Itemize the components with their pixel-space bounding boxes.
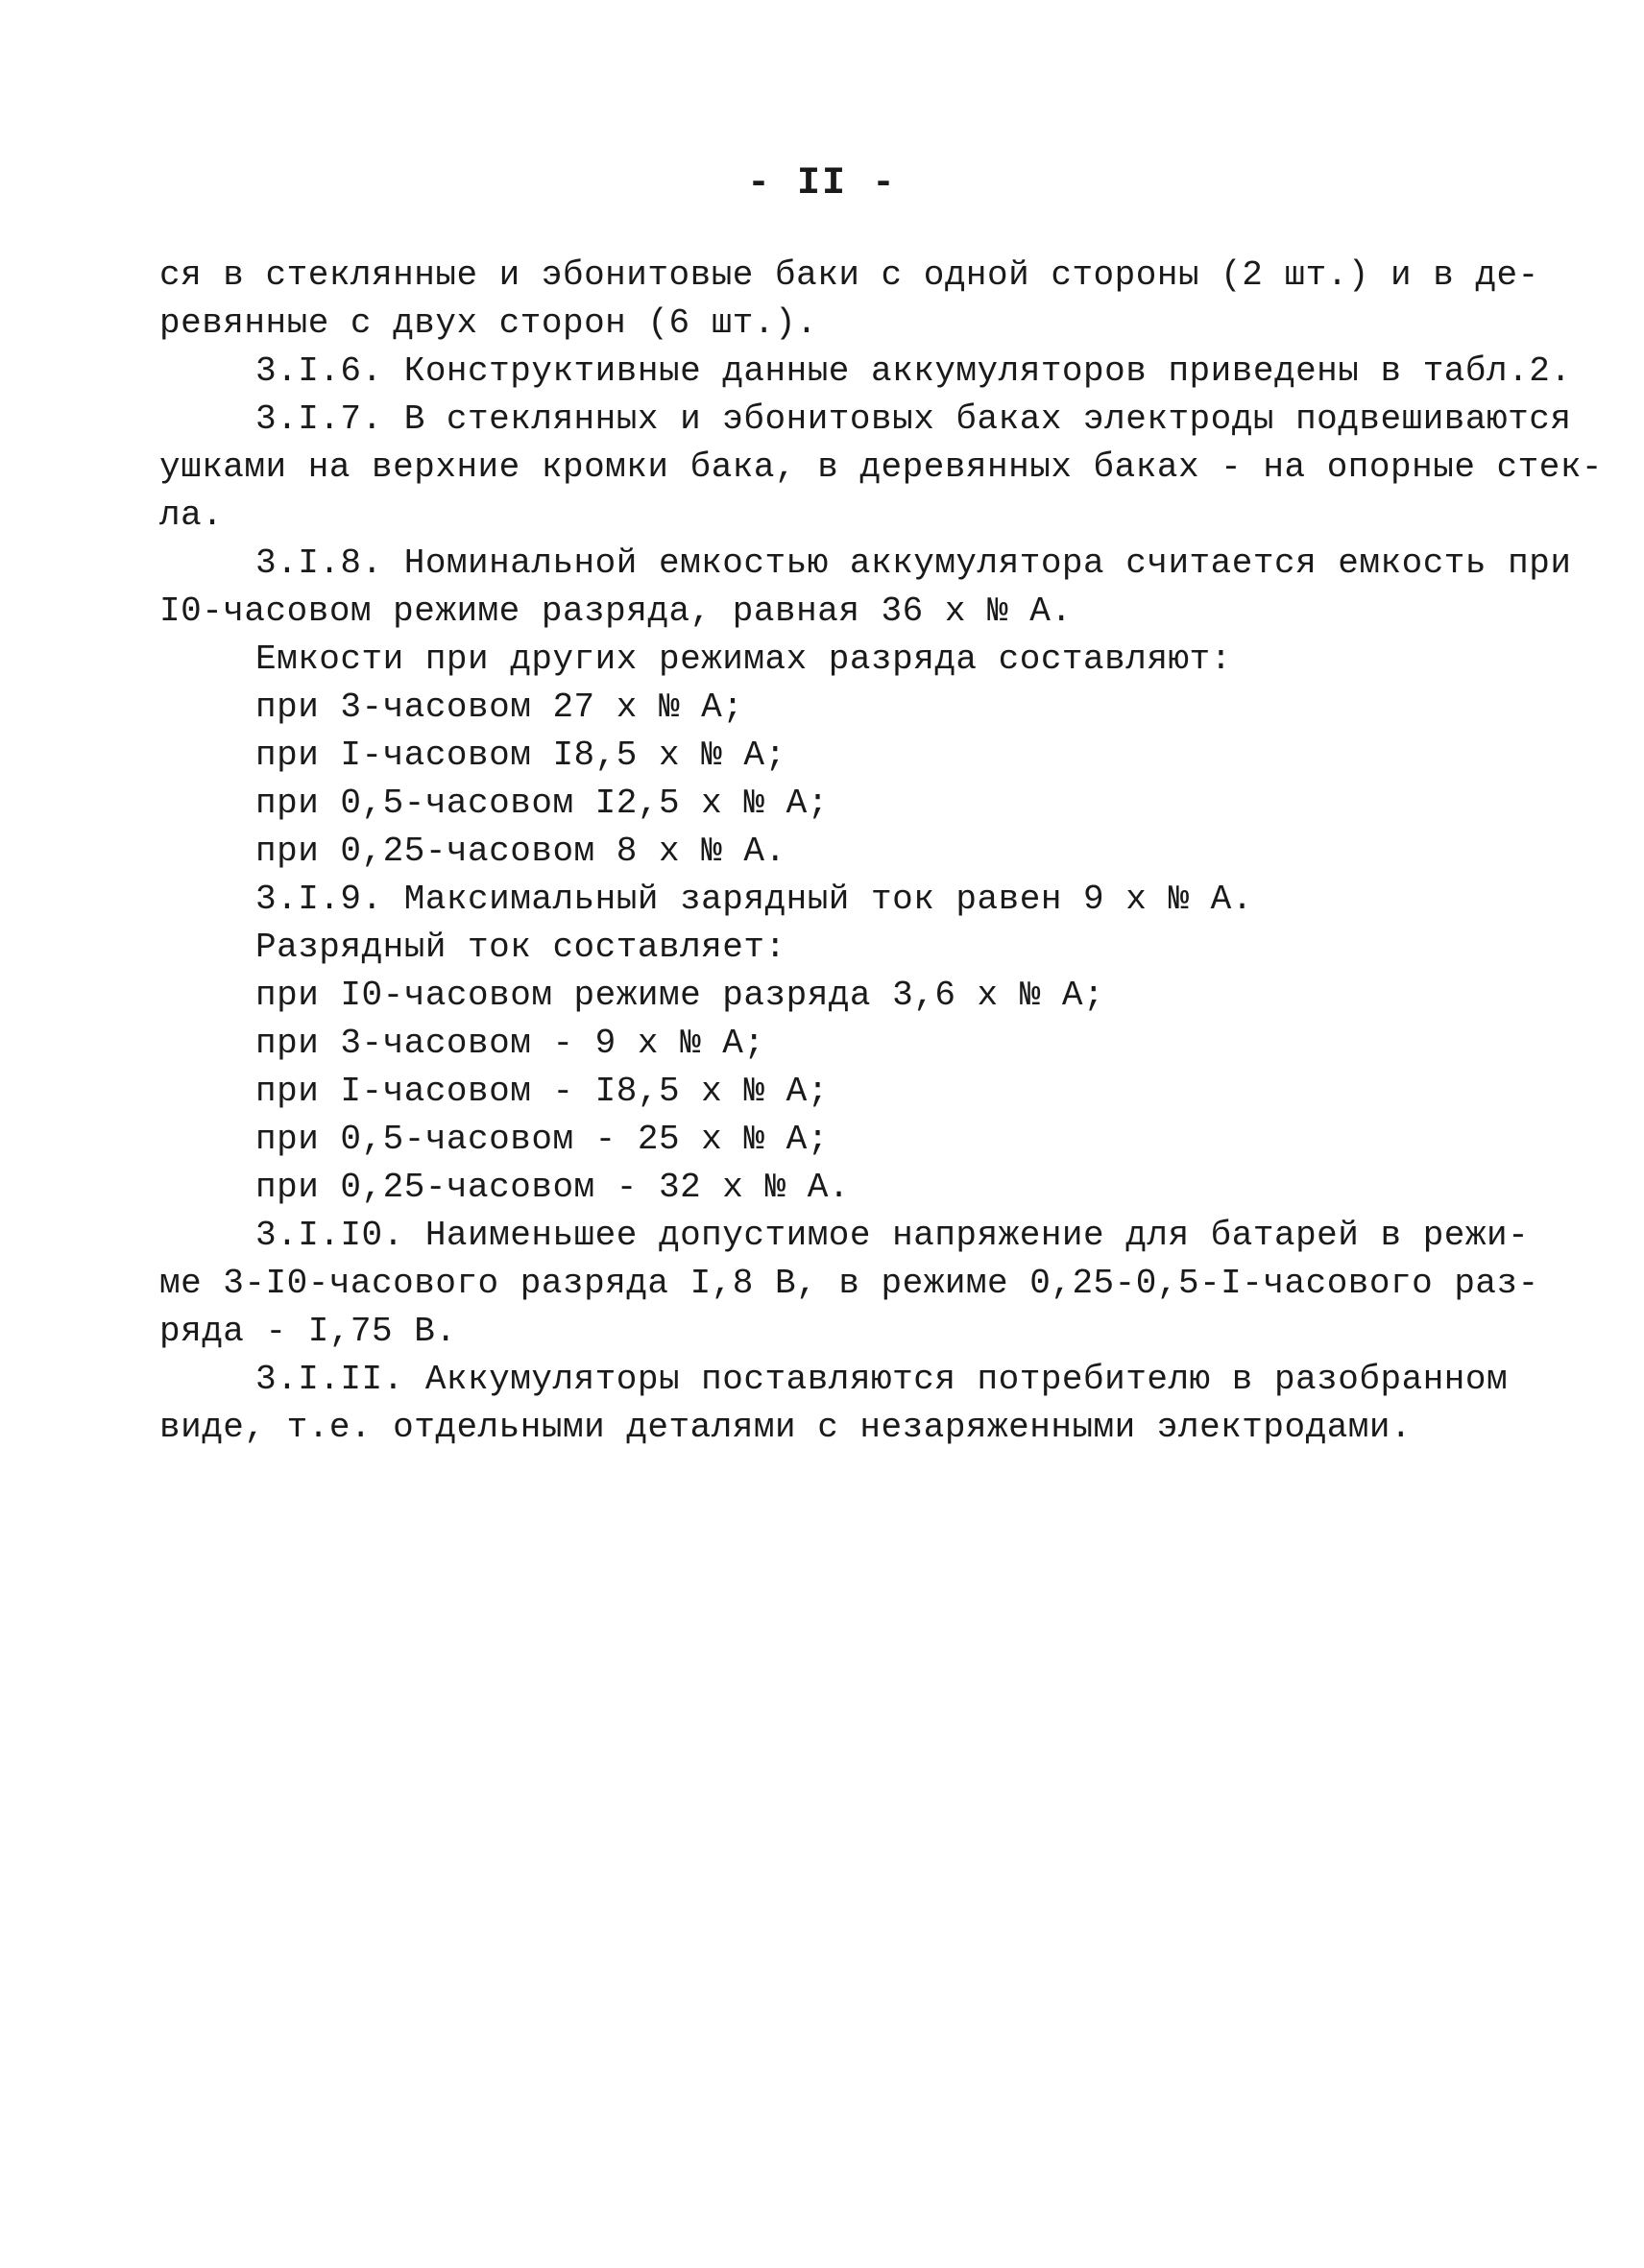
clause-3-1-11: 3.I.II. Аккумуляторы поставляются потребителю в разобранном — [255, 1360, 1509, 1399]
text-line: ряда - I,75 В. — [159, 1312, 457, 1351]
body-text — [159, 252, 1604, 1452]
text-line: ревянные с двух сторон (6 шт.). — [159, 303, 818, 343]
text-line: ме 3-I0-часового разряда I,8 В, в режиме 0,25-0,5-I-часового раз- — [159, 1264, 1539, 1303]
list-item: при I-часовом - I8,5 х № А; — [255, 1072, 829, 1111]
list-item: при 0,5-часовом I2,5 х № А; — [255, 784, 829, 823]
list-item: при I-часовом I8,5 х № А; — [255, 736, 786, 775]
clause-3-1-6: 3.I.6. Конструктивные данные аккумуляторов приведены в табл.2. — [255, 351, 1572, 391]
list-item: при 0,25-часовом - 32 х № А. — [255, 1168, 850, 1207]
page-number: - II - — [746, 162, 898, 205]
text-line: ушками на верхние кромки бака, в деревянных баках - на опорные стек- — [159, 447, 1604, 487]
list-item: при 3-часовом 27 х № А; — [255, 688, 744, 727]
text-line: ся в стеклянные и эбонитовые баки с одной стороны (2 шт.) и в де- — [159, 255, 1539, 295]
text-line: I0-часовом режиме разряда, равная 36 х № А. — [159, 591, 1073, 631]
list-item: при I0-часовом режиме разряда 3,6 х № А; — [255, 976, 1105, 1015]
list-item: при 0,5-часовом - 25 х № А; — [255, 1120, 829, 1159]
clause-3-1-7: 3.I.7. В стеклянных и эбонитовых баках электроды подвешиваются — [255, 399, 1572, 439]
list-item: при 3-часовом - 9 х № А; — [255, 1024, 765, 1063]
capacities-heading: Емкости при других режимах разряда составляют: — [255, 639, 1232, 679]
clause-3-1-10: 3.I.I0. Наименьшее допустимое напряжение для батарей в режи- — [255, 1216, 1530, 1255]
text-line: ла. — [159, 495, 224, 535]
clause-3-1-8: 3.I.8. Номинальной емкостью аккумулятора считается емкость при — [255, 543, 1572, 583]
clause-3-1-9: 3.I.9. Максимальный зарядный ток равен 9 х № А. — [255, 880, 1253, 919]
discharge-heading: Разрядный ток составляет: — [255, 928, 786, 967]
text-line: виде, т.е. отдельными деталями с незаряженными электродами. — [159, 1408, 1413, 1447]
list-item: при 0,25-часовом 8 х № А. — [255, 832, 786, 871]
